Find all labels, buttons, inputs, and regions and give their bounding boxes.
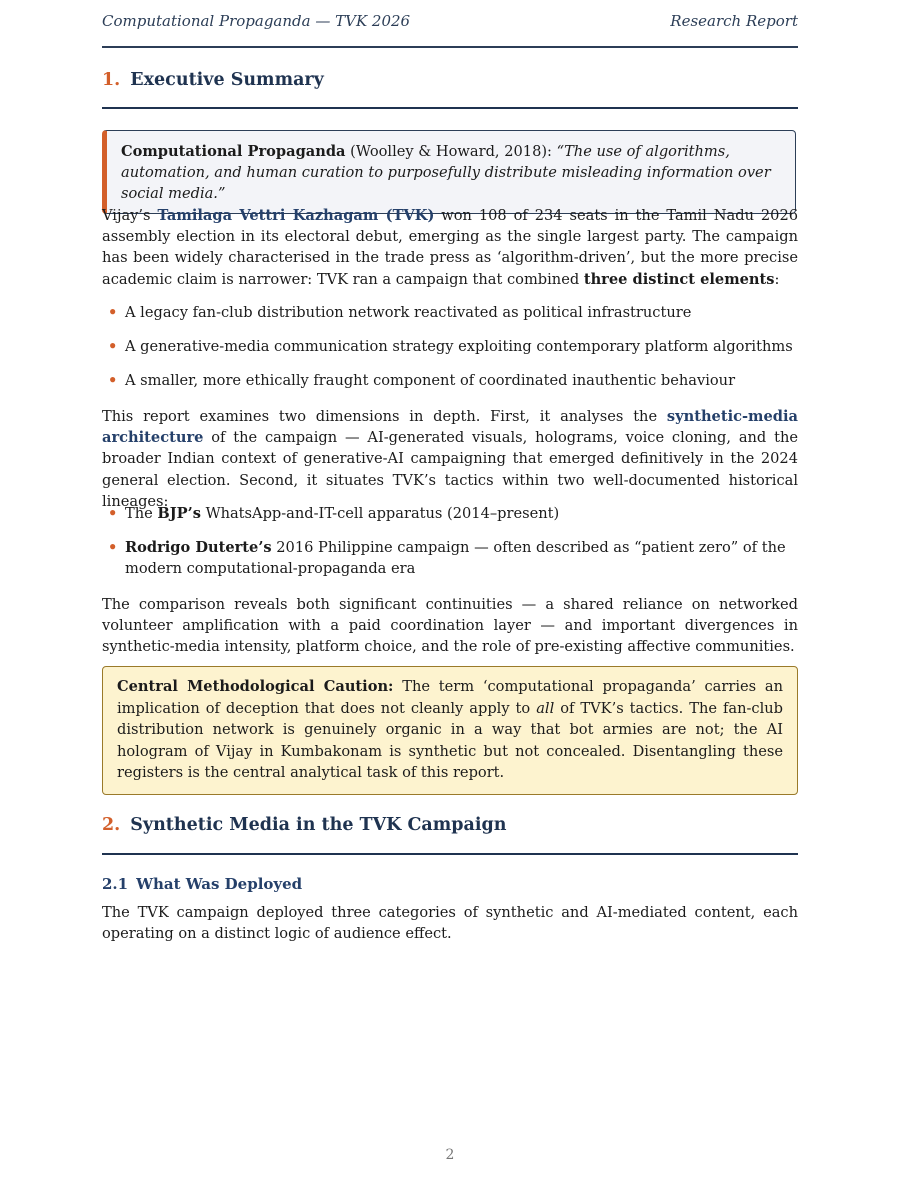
subsection-number: 2.1: [102, 875, 129, 893]
text-run: Vijay’s: [102, 207, 158, 224]
bullet-icon: •: [108, 539, 118, 557]
bullet-icon: •: [108, 338, 118, 356]
list-item-text: A generative-media communication strategy exploiting contemporary platform algorithms: [125, 338, 793, 356]
page-number: 2: [445, 1147, 455, 1163]
comparison-paragraph: The comparison reveals both significant continuities — a shared reliance on networked volunteer amplification with a paid coordination layer — and important divergences in synthetic-media intensity, platform choice, and the role of pre-existing affective communities.: [102, 596, 798, 656]
header-title: Computational Propaganda — TVK 2026: [102, 12, 411, 30]
text-run: won 108 of 234 seats in the Tamil Nadu 2026 assembly election in its electoral debut, emerging as the single largest party. The campaign has been widely characterised in the trade press as ‘algorithm-driven’, but the more precise academic claim is narrower: TVK ran a campaign that combined: [102, 207, 799, 288]
section-rule: [102, 853, 798, 855]
definition-term: Computational Propaganda: [121, 143, 346, 160]
bold-phrase: three distinct elements: [583, 270, 775, 288]
document-page: [102, 0, 798, 1199]
caution-label: Central Methodological Caution:: [117, 678, 394, 695]
dimensions-paragraph: [102, 406, 798, 512]
bold-phrase: Rodrigo Duterte’s: [125, 539, 272, 557]
section-number: 2.: [102, 815, 121, 835]
list-item: [102, 537, 798, 579]
header-rule: [102, 46, 798, 48]
subsection-title: What Was Deployed: [136, 875, 303, 893]
bullet-icon: •: [108, 304, 118, 321]
text-run: :: [774, 270, 780, 288]
bullet-icon: •: [108, 372, 118, 390]
running-header: [102, 12, 798, 30]
text-run: of TVK’s tactics. The fan-club distribution network is genuinely organic in a way that bot armies are not; the AI hologram of Vijay in Kumbakonam is synthetic but not concealed. Disentangling these registers is the central analytical task of this report.: [117, 699, 783, 782]
text-run: 2016 Philippine campaign — often described as “patient zero” of the modern computational-propaganda era: [125, 539, 786, 578]
list-item-text: A smaller, more ethically fraught component of coordinated inauthentic behaviour: [125, 372, 736, 390]
lineages-list: [102, 503, 798, 580]
list-item: [102, 503, 798, 524]
bullet-icon: •: [108, 505, 118, 522]
list-item: [102, 302, 798, 323]
text-run: The: [125, 505, 158, 522]
bold-phrase: BJP’s: [157, 505, 201, 522]
section-heading-executive-summary: [102, 70, 798, 90]
definition-box: [102, 130, 796, 214]
section-title-text: Synthetic Media in the TVK Campaign: [130, 815, 507, 835]
header-report-label: Research Report: [670, 12, 798, 30]
definition-quote: “The use of algorithms, automation, and human curation to purposefully distribute misleading information over social media.”: [121, 143, 771, 202]
list-item: [102, 336, 798, 357]
caution-box: [102, 666, 798, 795]
section-number: 1.: [102, 70, 121, 90]
text-run: WhatsApp-and-IT-cell apparatus (2014–present): [200, 505, 560, 522]
subsection-heading: [102, 875, 302, 893]
list-item: [102, 370, 798, 391]
intro-paragraph: [102, 205, 798, 290]
emphasis: all: [536, 699, 555, 717]
text-run: This report examines two dimensions in depth. First, it analyses the: [102, 408, 667, 425]
list-item-text: A legacy fan-club distribution network reactivated as political infrastructure: [125, 304, 692, 321]
deployed-paragraph: The TVK campaign deployed three categories of synthetic and AI-mediated content, each operating on a distinct logic of audience effect.: [102, 904, 798, 943]
section-heading-synthetic-media: [102, 815, 798, 835]
text-run: of the campaign — AI-generated visuals, holograms, voice cloning, and the broader Indian context of generative-AI campaigning that emerged definitively in the 2024 general election. Second, it situates TVK’s tactics within two well-documented historical lineages:: [102, 429, 798, 510]
elements-list: [102, 302, 798, 392]
highlighted-term: synthetic-media architecture: [102, 408, 798, 447]
text-run: The term ‘computational propaganda’ carries an implication of deception that does not cleanly apply to: [117, 678, 783, 717]
definition-citation: (Woolley & Howard, 2018):: [345, 143, 557, 160]
section-rule: [102, 107, 798, 109]
party-name: Tamilaga Vettri Kazhagam (TVK): [157, 207, 435, 224]
section-title-text: Executive Summary: [130, 70, 324, 90]
